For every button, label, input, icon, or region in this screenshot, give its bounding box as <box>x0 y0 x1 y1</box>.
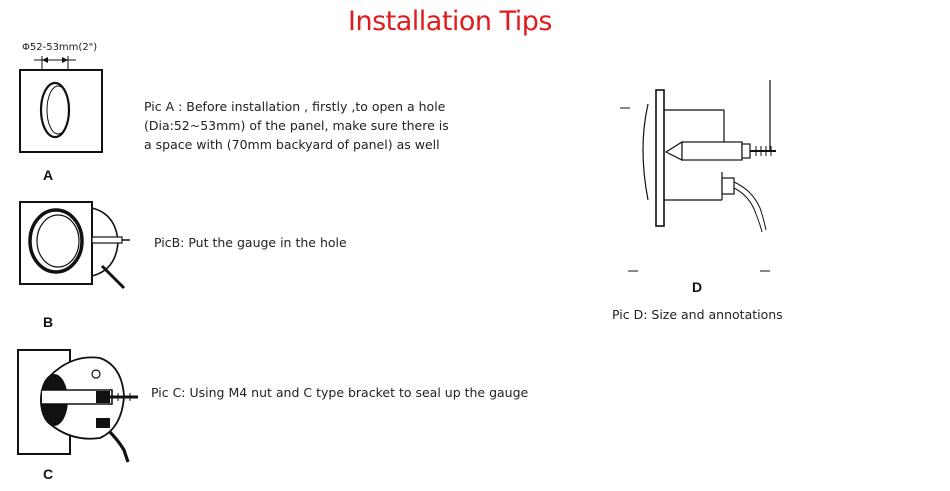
hole-dimension-label: Φ52-53mm(2") <box>22 42 98 53</box>
figure-c-letter: C <box>43 466 54 482</box>
figure-a-panel-hole <box>18 52 108 158</box>
figure-a-description-line: Pic A : Before installation , firstly ,to open a hole <box>144 99 446 114</box>
figure-a-description-line: (Dia:52~53mm) of the panel, make sure there is <box>144 118 449 133</box>
figure-d-letter: D <box>692 279 703 295</box>
figure-d-side-section <box>610 78 790 278</box>
figure-c-description: Pic C: Using M4 nut and C type bracket to seal up the gauge <box>151 385 529 400</box>
figure-a-letter: A <box>43 167 54 183</box>
figure-b-description: PicB: Put the gauge in the hole <box>154 235 347 250</box>
figure-b-letter: B <box>43 314 54 330</box>
figure-a-description-line: a space with (70mm backyard of panel) as well <box>144 137 440 152</box>
page-title: Installation Tips <box>348 6 552 37</box>
figure-b-gauge-in-hole <box>14 196 134 296</box>
figure-d-description: Pic D: Size and annotations <box>612 307 783 322</box>
figure-c-bracket-mount <box>12 344 152 464</box>
figure-a-description <box>144 97 449 154</box>
